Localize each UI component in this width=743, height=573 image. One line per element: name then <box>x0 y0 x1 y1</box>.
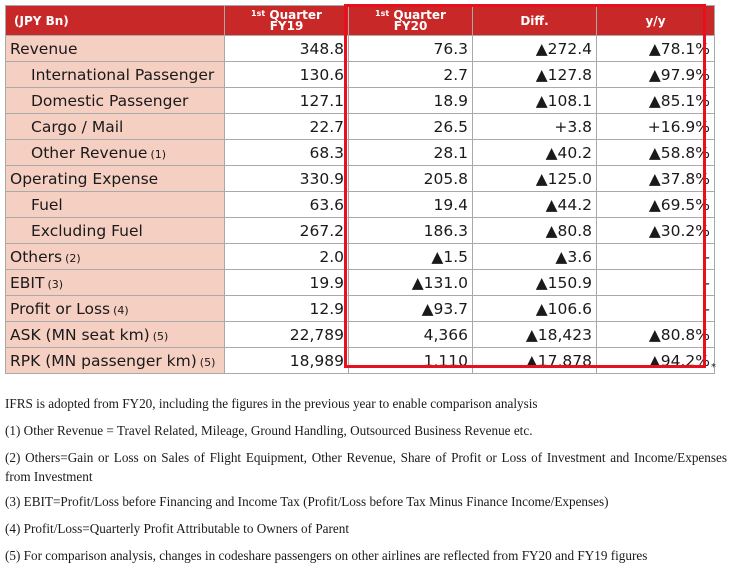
financial-results-table <box>5 5 715 374</box>
fy19-value: 130.6 <box>225 62 349 88</box>
fy19-value: 22.7 <box>225 114 349 140</box>
fy20-value: 2.7 <box>349 62 473 88</box>
diff-value: ▲17,878 <box>473 348 597 374</box>
fy19-value: 22,789 <box>225 322 349 348</box>
diff-value: ▲3.6 <box>473 244 597 270</box>
yy-value: ▲85.1% <box>597 88 715 114</box>
fy19-value: 63.6 <box>225 192 349 218</box>
diff-value: ▲272.4 <box>473 36 597 62</box>
unit-header: (JPY Bn) <box>6 6 225 36</box>
row-label: Excluding Fuel <box>6 218 225 244</box>
row-label: RPK (MN passenger km) (5) <box>6 348 225 374</box>
yy-value: ▲69.5% <box>597 192 715 218</box>
asterisk-mark: * <box>711 362 716 373</box>
note-3: (3) EBIT=Profit/Loss before Financing and Income Tax (Profit/Loss before Tax Minus Finance Income/Expenses) <box>5 494 609 509</box>
row-label: Profit or Loss (4) <box>6 296 225 322</box>
yy-value: - <box>597 244 715 270</box>
fy19-value: 267.2 <box>225 218 349 244</box>
fy20-value: 19.4 <box>349 192 473 218</box>
fy20-value: 1,110 <box>349 348 473 374</box>
table-row <box>6 114 715 140</box>
diff-value: ▲125.0 <box>473 166 597 192</box>
table-row <box>6 270 715 296</box>
fy20-value: ▲93.7 <box>349 296 473 322</box>
row-label: Domestic Passenger <box>6 88 225 114</box>
fy20-value: 18.9 <box>349 88 473 114</box>
fy20-value: ▲131.0 <box>349 270 473 296</box>
fy19-value: 330.9 <box>225 166 349 192</box>
table-row <box>6 218 715 244</box>
table-row <box>6 166 715 192</box>
diff-header: Diff. <box>473 6 597 36</box>
diff-value: ▲150.9 <box>473 270 597 296</box>
fy20-value: 26.5 <box>349 114 473 140</box>
diff-value: ▲44.2 <box>473 192 597 218</box>
fy19-value: 19.9 <box>225 270 349 296</box>
table-row <box>6 348 715 374</box>
note-1: (1) Other Revenue = Travel Related, Mileage, Ground Handling, Outsourced Business Revenue etc. <box>5 423 533 438</box>
fy20-value: ▲1.5 <box>349 244 473 270</box>
note-5: (5) For comparison analysis, changes in codeshare passengers on other airlines are reflected from FY20 and FY19 figures <box>5 548 648 563</box>
row-label: ASK (MN seat km) (5) <box>6 322 225 348</box>
fy20-value: 186.3 <box>349 218 473 244</box>
fy20-q1-header: $^{1st}$ Quarter FY20 <box>349 6 473 36</box>
table-row <box>6 88 715 114</box>
note-2: (2) Others=Gain or Loss on Sales of Flight Equipment, Other Revenue, Share of Profit or Loss of Investment and Income/Expenses from Investment <box>5 450 727 484</box>
yy-value: ▲58.8% <box>597 140 715 166</box>
footnotes <box>5 394 727 573</box>
fy19-value: 18,989 <box>225 348 349 374</box>
note-4: (4) Profit/Loss=Quarterly Profit Attributable to Owners of Parent <box>5 521 350 536</box>
yy-value: +16.9% <box>597 114 715 140</box>
yy-value: ▲80.8% <box>597 322 715 348</box>
table-row <box>6 296 715 322</box>
ifrs-note: IFRS is adopted from FY20, including the figures in the previous year to enable comparison analysis <box>5 396 538 411</box>
diff-value: ▲18,423 <box>473 322 597 348</box>
row-label: Revenue <box>6 36 225 62</box>
diff-value: ▲80.8 <box>473 218 597 244</box>
table-row <box>6 140 715 166</box>
row-label: Others (2) <box>6 244 225 270</box>
fy19-value: 12.9 <box>225 296 349 322</box>
row-label: Cargo / Mail <box>6 114 225 140</box>
yy-value: ▲37.8% <box>597 166 715 192</box>
fy19-value: 68.3 <box>225 140 349 166</box>
row-label: Fuel <box>6 192 225 218</box>
table-row <box>6 192 715 218</box>
table-row <box>6 36 715 62</box>
row-label: Other Revenue (1) <box>6 140 225 166</box>
table-row <box>6 62 715 88</box>
fy20-value: 4,366 <box>349 322 473 348</box>
row-label: Operating Expense <box>6 166 225 192</box>
table-row <box>6 244 715 270</box>
yy-value: - <box>597 270 715 296</box>
yy-value: ▲97.9% <box>597 62 715 88</box>
row-label: EBIT (3) <box>6 270 225 296</box>
table-header-row <box>6 6 715 36</box>
fy19-value: 127.1 <box>225 88 349 114</box>
table-row <box>6 322 715 348</box>
fy19-q1-header: $^{1st}$ Quarter FY19 <box>225 6 349 36</box>
yy-value: ▲78.1% <box>597 36 715 62</box>
diff-value: ▲127.8 <box>473 62 597 88</box>
yy-value: ▲30.2% <box>597 218 715 244</box>
diff-value: ▲106.6 <box>473 296 597 322</box>
fy20-value: 28.1 <box>349 140 473 166</box>
diff-value: ▲108.1 <box>473 88 597 114</box>
yy-value: - <box>597 296 715 322</box>
fy20-value: 76.3 <box>349 36 473 62</box>
diff-value: +3.8 <box>473 114 597 140</box>
yy-header: y/y <box>597 6 715 36</box>
diff-value: ▲40.2 <box>473 140 597 166</box>
fy19-value: 348.8 <box>225 36 349 62</box>
yy-value: ▲94.2% <box>597 348 715 374</box>
fy19-value: 2.0 <box>225 244 349 270</box>
fy20-value: 205.8 <box>349 166 473 192</box>
row-label: International Passenger <box>6 62 225 88</box>
